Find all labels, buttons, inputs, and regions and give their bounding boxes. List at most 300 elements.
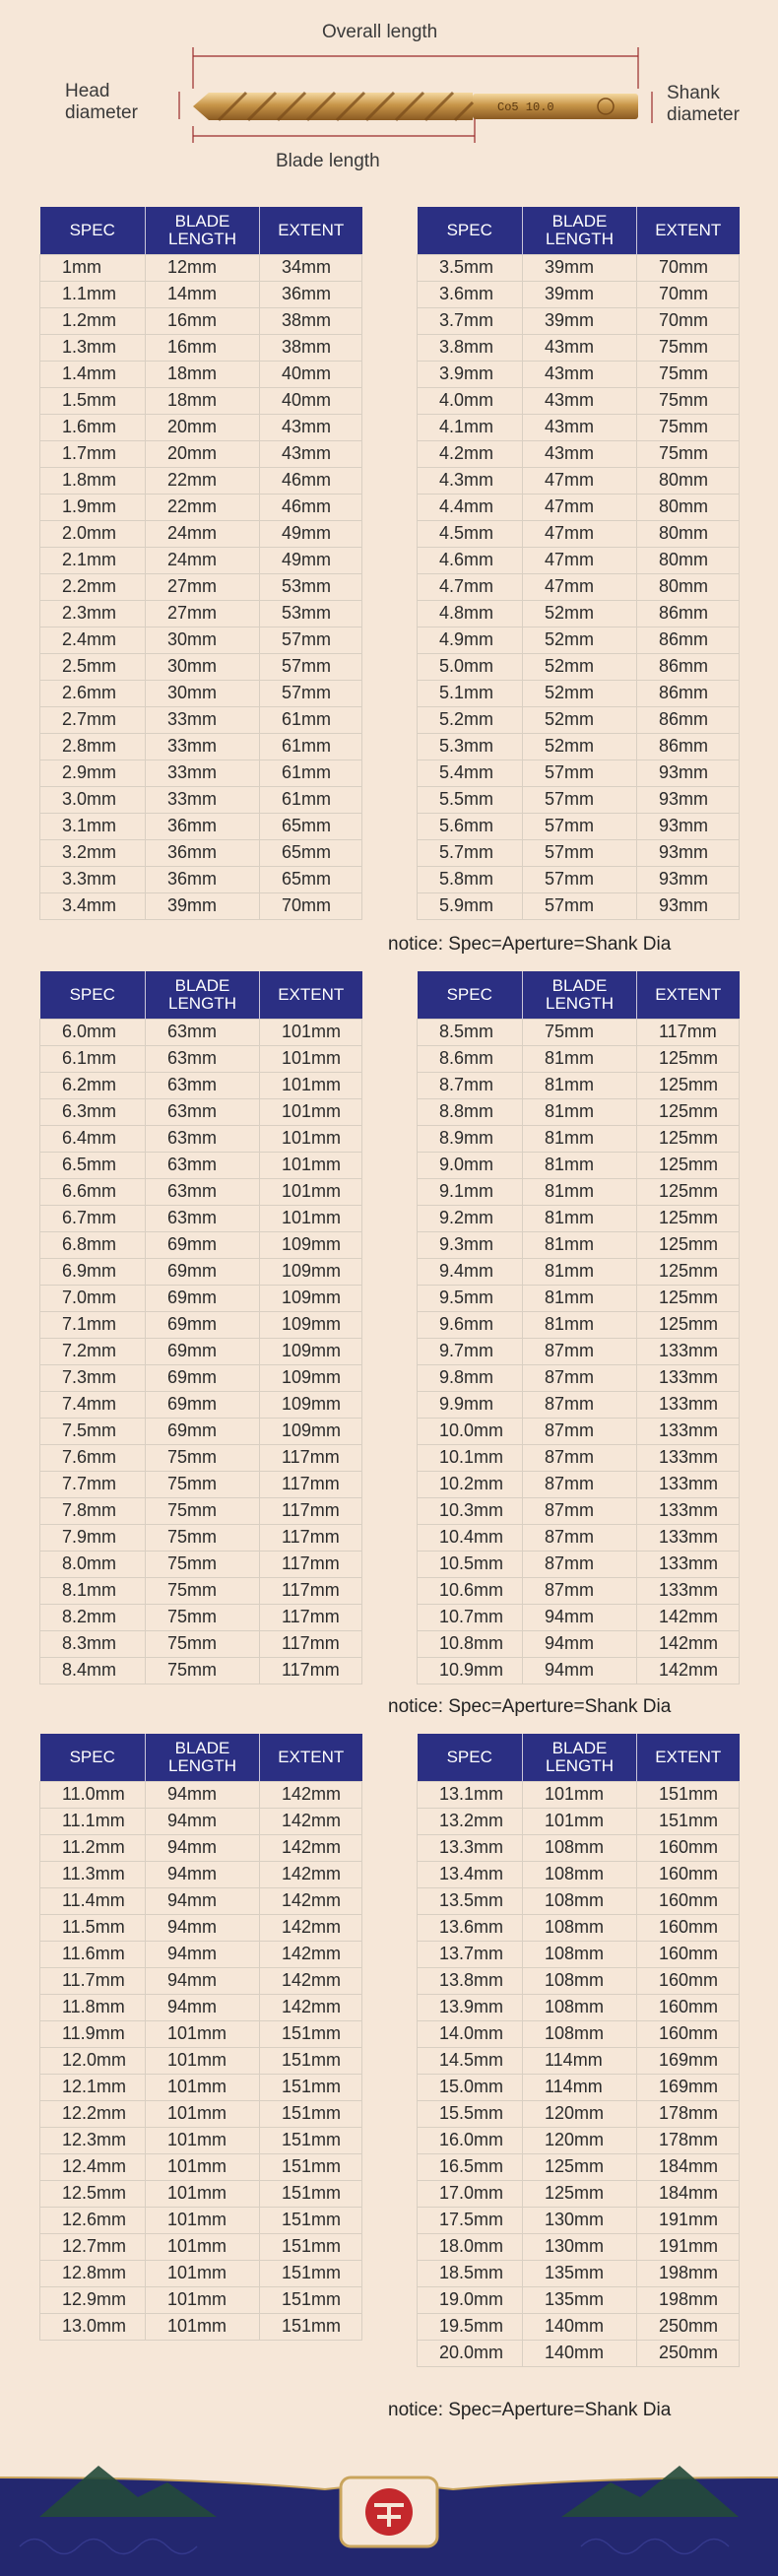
table-row	[418, 1285, 740, 1311]
table-row	[418, 733, 740, 760]
cell-spec: 3.3mm	[40, 866, 146, 892]
cell-extent: 109mm	[260, 1231, 362, 1258]
cell-extent: 125mm	[637, 1098, 740, 1125]
table-row	[418, 2047, 740, 2074]
table-row	[418, 866, 740, 892]
header-spec: SPEC	[418, 207, 523, 254]
cell-spec: 7.0mm	[40, 1285, 146, 1311]
cell-extent: 101mm	[260, 1205, 362, 1231]
cell-extent: 151mm	[260, 2180, 362, 2207]
cell-spec: 10.3mm	[418, 1497, 523, 1524]
cell-extent: 80mm	[637, 547, 740, 573]
cell-extent: 70mm	[637, 281, 740, 307]
cell-blade-length: 94mm	[146, 1887, 260, 1914]
cell-spec: 8.5mm	[418, 1019, 523, 1045]
table-row	[40, 1834, 362, 1861]
table-header-row	[40, 971, 362, 1019]
cell-blade-length: 101mm	[523, 1808, 637, 1834]
cell-blade-length: 69mm	[146, 1285, 260, 1311]
cell-spec: 9.7mm	[418, 1338, 523, 1364]
table-row	[418, 334, 740, 361]
header-spec: SPEC	[418, 1734, 523, 1781]
cell-blade-length: 43mm	[523, 414, 637, 440]
cell-extent: 80mm	[637, 520, 740, 547]
notice-text-1: notice: Spec=Aperture=Shank Dia	[388, 934, 672, 955]
cell-spec: 17.0mm	[418, 2180, 523, 2207]
cell-spec: 11.5mm	[40, 1914, 146, 1941]
cell-extent: 109mm	[260, 1338, 362, 1364]
table-header-row	[40, 207, 362, 254]
cell-blade-length: 36mm	[146, 866, 260, 892]
cell-extent: 125mm	[637, 1045, 740, 1072]
table-block-2	[417, 207, 740, 920]
cell-spec: 4.5mm	[418, 520, 523, 547]
table-row	[40, 1808, 362, 1834]
overall-length-label: Overall length	[322, 22, 438, 42]
cell-blade-length: 87mm	[523, 1471, 637, 1497]
cell-spec: 11.6mm	[40, 1941, 146, 1967]
cell-blade-length: 33mm	[146, 760, 260, 786]
table-row	[418, 892, 740, 919]
cell-spec: 13.8mm	[418, 1967, 523, 1994]
table-row	[418, 1914, 740, 1941]
table-row	[418, 2100, 740, 2127]
cell-spec: 10.4mm	[418, 1524, 523, 1551]
table-row	[418, 760, 740, 786]
cell-blade-length: 81mm	[523, 1311, 637, 1338]
cell-extent: 198mm	[637, 2260, 740, 2286]
table-row	[40, 1045, 362, 1072]
cell-spec: 5.8mm	[418, 866, 523, 892]
cell-blade-length: 39mm	[523, 307, 637, 334]
cell-spec: 8.2mm	[40, 1604, 146, 1630]
cell-blade-length: 75mm	[146, 1630, 260, 1657]
cell-extent: 117mm	[260, 1577, 362, 1604]
table-row	[40, 1497, 362, 1524]
cell-extent: 117mm	[260, 1604, 362, 1630]
table-row	[40, 2047, 362, 2074]
cell-spec: 2.7mm	[40, 706, 146, 733]
table-row	[40, 414, 362, 440]
cell-extent: 151mm	[260, 2233, 362, 2260]
table-row	[418, 1834, 740, 1861]
cell-extent: 142mm	[637, 1657, 740, 1684]
table-row	[40, 2207, 362, 2233]
cell-extent: 93mm	[637, 760, 740, 786]
cell-blade-length: 52mm	[523, 680, 637, 706]
table-row	[418, 2153, 740, 2180]
cell-blade-length: 94mm	[146, 1994, 260, 2020]
cell-spec: 19.5mm	[418, 2313, 523, 2340]
table-row	[418, 1231, 740, 1258]
cell-extent: 191mm	[637, 2207, 740, 2233]
table-row	[418, 1418, 740, 1444]
cell-blade-length: 87mm	[523, 1391, 637, 1418]
cell-extent: 40mm	[260, 361, 362, 387]
table-row	[418, 1072, 740, 1098]
cell-blade-length: 81mm	[523, 1045, 637, 1072]
cell-spec: 6.3mm	[40, 1098, 146, 1125]
cell-blade-length: 57mm	[523, 892, 637, 919]
table-row	[418, 1471, 740, 1497]
cell-extent: 117mm	[260, 1630, 362, 1657]
table-row	[40, 733, 362, 760]
table-header-row	[418, 207, 740, 254]
cell-extent: 133mm	[637, 1524, 740, 1551]
cell-spec: 1.3mm	[40, 334, 146, 361]
cell-spec: 1.2mm	[40, 307, 146, 334]
cell-blade-length: 94mm	[523, 1604, 637, 1630]
cell-spec: 7.4mm	[40, 1391, 146, 1418]
cell-blade-length: 81mm	[523, 1231, 637, 1258]
cell-spec: 1.5mm	[40, 387, 146, 414]
cell-blade-length: 81mm	[523, 1258, 637, 1285]
table-row	[40, 573, 362, 600]
table-row	[40, 653, 362, 680]
cell-extent: 75mm	[637, 387, 740, 414]
table-row	[418, 653, 740, 680]
cell-blade-length: 18mm	[146, 387, 260, 414]
cell-extent: 70mm	[637, 254, 740, 281]
cell-extent: 93mm	[637, 813, 740, 839]
cell-spec: 15.5mm	[418, 2100, 523, 2127]
table-row	[40, 520, 362, 547]
cell-spec: 17.5mm	[418, 2207, 523, 2233]
decorative-footer	[0, 2438, 778, 2576]
cell-spec: 3.1mm	[40, 813, 146, 839]
cell-extent: 101mm	[260, 1098, 362, 1125]
cell-spec: 15.0mm	[418, 2074, 523, 2100]
table-row	[418, 1098, 740, 1125]
cell-blade-length: 57mm	[523, 813, 637, 839]
cell-spec: 3.6mm	[418, 281, 523, 307]
table-row	[418, 467, 740, 494]
table-row	[40, 680, 362, 706]
cell-spec: 2.3mm	[40, 600, 146, 627]
table-row	[418, 1604, 740, 1630]
cell-blade-length: 101mm	[146, 2207, 260, 2233]
cell-extent: 160mm	[637, 1994, 740, 2020]
cell-extent: 184mm	[637, 2180, 740, 2207]
cell-spec: 10.9mm	[418, 1657, 523, 1684]
table-row	[418, 547, 740, 573]
cell-blade-length: 120mm	[523, 2127, 637, 2153]
cell-extent: 169mm	[637, 2074, 740, 2100]
cell-spec: 5.5mm	[418, 786, 523, 813]
cell-spec: 6.0mm	[40, 1019, 146, 1045]
cell-extent: 101mm	[260, 1152, 362, 1178]
notice-text-2: notice: Spec=Aperture=Shank Dia	[388, 1696, 672, 1717]
table-row	[40, 1444, 362, 1471]
cell-blade-length: 81mm	[523, 1072, 637, 1098]
table-row	[418, 1444, 740, 1471]
header-spec: SPEC	[418, 971, 523, 1019]
cell-spec: 10.5mm	[418, 1551, 523, 1577]
cell-extent: 250mm	[637, 2340, 740, 2366]
cell-extent: 117mm	[260, 1524, 362, 1551]
header-blade-length: BLADE LENGTH	[146, 207, 260, 254]
table-row	[40, 2233, 362, 2260]
cell-blade-length: 135mm	[523, 2286, 637, 2313]
table-row	[40, 1861, 362, 1887]
cell-spec: 12.9mm	[40, 2286, 146, 2313]
cell-blade-length: 87mm	[523, 1497, 637, 1524]
cell-blade-length: 33mm	[146, 733, 260, 760]
cell-spec: 10.1mm	[418, 1444, 523, 1471]
cell-extent: 160mm	[637, 2020, 740, 2047]
cell-extent: 198mm	[637, 2286, 740, 2313]
header-extent: EXTENT	[637, 971, 740, 1019]
cell-blade-length: 108mm	[523, 1834, 637, 1861]
cell-spec: 9.6mm	[418, 1311, 523, 1338]
cell-spec: 4.0mm	[418, 387, 523, 414]
cell-blade-length: 16mm	[146, 307, 260, 334]
table-row	[418, 2260, 740, 2286]
cell-spec: 7.2mm	[40, 1338, 146, 1364]
table-row	[418, 2180, 740, 2207]
cell-blade-length: 130mm	[523, 2233, 637, 2260]
cell-extent: 184mm	[637, 2153, 740, 2180]
cell-extent: 160mm	[637, 1834, 740, 1861]
table-row	[418, 706, 740, 733]
table-row	[40, 2180, 362, 2207]
table-row	[40, 813, 362, 839]
cell-extent: 109mm	[260, 1364, 362, 1391]
table-row	[418, 627, 740, 653]
cell-spec: 2.1mm	[40, 547, 146, 573]
table-row	[40, 334, 362, 361]
cell-extent: 93mm	[637, 866, 740, 892]
table-row	[40, 387, 362, 414]
table-row	[40, 1019, 362, 1045]
cell-extent: 142mm	[260, 1941, 362, 1967]
cell-extent: 151mm	[260, 2260, 362, 2286]
cell-spec: 12.3mm	[40, 2127, 146, 2153]
cell-spec: 13.6mm	[418, 1914, 523, 1941]
cell-spec: 13.9mm	[418, 1994, 523, 2020]
cell-spec: 2.6mm	[40, 680, 146, 706]
cell-blade-length: 36mm	[146, 813, 260, 839]
cell-blade-length: 94mm	[146, 1808, 260, 1834]
cell-extent: 86mm	[637, 653, 740, 680]
cell-spec: 4.7mm	[418, 573, 523, 600]
table-row	[418, 494, 740, 520]
cell-extent: 57mm	[260, 653, 362, 680]
cell-spec: 12.8mm	[40, 2260, 146, 2286]
table-row	[40, 254, 362, 281]
cell-blade-length: 94mm	[146, 1781, 260, 1808]
cell-spec: 1.4mm	[40, 361, 146, 387]
table-row	[418, 1311, 740, 1338]
cell-spec: 6.9mm	[40, 1258, 146, 1285]
cell-extent: 80mm	[637, 573, 740, 600]
cell-spec: 9.1mm	[418, 1178, 523, 1205]
cell-extent: 49mm	[260, 520, 362, 547]
cell-spec: 1.1mm	[40, 281, 146, 307]
header-extent: EXTENT	[260, 207, 362, 254]
table-row	[40, 1551, 362, 1577]
cell-spec: 1.9mm	[40, 494, 146, 520]
cell-spec: 1.6mm	[40, 414, 146, 440]
table-row	[40, 1072, 362, 1098]
cell-blade-length: 69mm	[146, 1258, 260, 1285]
cell-blade-length: 57mm	[523, 786, 637, 813]
cell-extent: 65mm	[260, 839, 362, 866]
blade-length-label: Blade length	[276, 151, 380, 171]
table-row	[40, 1098, 362, 1125]
cell-blade-length: 75mm	[146, 1551, 260, 1577]
table-row	[40, 1887, 362, 1914]
cell-blade-length: 101mm	[146, 2074, 260, 2100]
header-extent: EXTENT	[637, 1734, 740, 1781]
cell-blade-length: 94mm	[146, 1914, 260, 1941]
cell-blade-length: 101mm	[146, 2100, 260, 2127]
table-row	[40, 1258, 362, 1285]
table-row	[418, 1391, 740, 1418]
table-row	[40, 1418, 362, 1444]
cell-extent: 151mm	[637, 1808, 740, 1834]
cell-extent: 151mm	[260, 2207, 362, 2233]
cell-spec: 7.5mm	[40, 1418, 146, 1444]
cell-extent: 142mm	[260, 1808, 362, 1834]
table-row	[40, 1205, 362, 1231]
table-row	[418, 1781, 740, 1808]
cell-extent: 142mm	[260, 1887, 362, 1914]
table-row	[418, 1657, 740, 1684]
cell-blade-length: 140mm	[523, 2313, 637, 2340]
cell-blade-length: 27mm	[146, 600, 260, 627]
cell-extent: 101mm	[260, 1178, 362, 1205]
table-row	[40, 2313, 362, 2340]
cell-blade-length: 24mm	[146, 520, 260, 547]
cell-extent: 53mm	[260, 573, 362, 600]
cell-extent: 125mm	[637, 1178, 740, 1205]
cell-extent: 160mm	[637, 1887, 740, 1914]
cell-blade-length: 101mm	[146, 2127, 260, 2153]
cell-spec: 10.2mm	[418, 1471, 523, 1497]
cell-extent: 151mm	[260, 2020, 362, 2047]
table-row	[418, 254, 740, 281]
cell-extent: 142mm	[637, 1604, 740, 1630]
cell-extent: 151mm	[260, 2047, 362, 2074]
cell-blade-length: 52mm	[523, 706, 637, 733]
cell-spec: 6.5mm	[40, 1152, 146, 1178]
table-row	[40, 2153, 362, 2180]
cell-spec: 8.9mm	[418, 1125, 523, 1152]
cell-blade-length: 36mm	[146, 839, 260, 866]
cell-spec: 2.9mm	[40, 760, 146, 786]
header-extent: EXTENT	[260, 971, 362, 1019]
table-row	[40, 2286, 362, 2313]
table-row	[40, 547, 362, 573]
notice-text-3: notice: Spec=Aperture=Shank Dia	[388, 2400, 672, 2420]
cell-spec: 8.3mm	[40, 1630, 146, 1657]
cell-spec: 5.6mm	[418, 813, 523, 839]
cell-spec: 10.6mm	[418, 1577, 523, 1604]
footer-ornament	[0, 2438, 778, 2576]
table-row	[40, 494, 362, 520]
cell-blade-length: 69mm	[146, 1311, 260, 1338]
cell-blade-length: 81mm	[523, 1125, 637, 1152]
cell-extent: 133mm	[637, 1444, 740, 1471]
table-row	[418, 1630, 740, 1657]
cell-extent: 101mm	[260, 1045, 362, 1072]
table-row	[40, 839, 362, 866]
cell-blade-length: 94mm	[146, 1861, 260, 1887]
cell-blade-length: 63mm	[146, 1045, 260, 1072]
table-row	[40, 2020, 362, 2047]
table-row	[40, 2074, 362, 2100]
cell-blade-length: 30mm	[146, 680, 260, 706]
table-row	[40, 467, 362, 494]
table-row	[418, 1941, 740, 1967]
cell-blade-length: 81mm	[523, 1152, 637, 1178]
cell-spec: 8.7mm	[418, 1072, 523, 1098]
cell-spec: 4.8mm	[418, 600, 523, 627]
spec-table	[39, 971, 362, 1684]
cell-extent: 34mm	[260, 254, 362, 281]
table-header-row	[418, 971, 740, 1019]
cell-extent: 109mm	[260, 1285, 362, 1311]
table-row	[418, 361, 740, 387]
cell-spec: 4.4mm	[418, 494, 523, 520]
cell-spec: 12.5mm	[40, 2180, 146, 2207]
table-row	[40, 1231, 362, 1258]
cell-blade-length: 12mm	[146, 254, 260, 281]
cell-blade-length: 87mm	[523, 1444, 637, 1471]
table-row	[418, 1861, 740, 1887]
table-row	[40, 1285, 362, 1311]
table-row	[418, 520, 740, 547]
cell-extent: 86mm	[637, 627, 740, 653]
cell-blade-length: 63mm	[146, 1019, 260, 1045]
cell-spec: 14.0mm	[418, 2020, 523, 2047]
header-extent: EXTENT	[637, 207, 740, 254]
cell-extent: 53mm	[260, 600, 362, 627]
cell-spec: 9.4mm	[418, 1258, 523, 1285]
cell-spec: 7.3mm	[40, 1364, 146, 1391]
cell-extent: 38mm	[260, 334, 362, 361]
cell-blade-length: 114mm	[523, 2074, 637, 2100]
cell-spec: 13.7mm	[418, 1941, 523, 1967]
header-spec: SPEC	[40, 971, 146, 1019]
cell-blade-length: 94mm	[523, 1657, 637, 1684]
cell-spec: 6.1mm	[40, 1045, 146, 1072]
cell-extent: 133mm	[637, 1391, 740, 1418]
table-row	[418, 387, 740, 414]
cell-blade-length: 101mm	[146, 2180, 260, 2207]
table-header-row	[418, 1734, 740, 1781]
table-block-6	[417, 1734, 740, 2367]
cell-spec: 7.9mm	[40, 1524, 146, 1551]
cell-extent: 101mm	[260, 1125, 362, 1152]
cell-extent: 86mm	[637, 600, 740, 627]
cell-blade-length: 94mm	[146, 1834, 260, 1861]
table-row	[40, 627, 362, 653]
cell-spec: 11.2mm	[40, 1834, 146, 1861]
cell-blade-length: 43mm	[523, 440, 637, 467]
cell-spec: 11.4mm	[40, 1887, 146, 1914]
table-row	[40, 1994, 362, 2020]
cell-spec: 5.0mm	[418, 653, 523, 680]
table-block-3	[39, 971, 362, 1684]
shank-diameter-label: Shank diameter	[667, 83, 740, 125]
cell-extent: 160mm	[637, 1941, 740, 1967]
cell-extent: 57mm	[260, 627, 362, 653]
cell-spec: 3.5mm	[418, 254, 523, 281]
cell-spec: 12.1mm	[40, 2074, 146, 2100]
table-row	[40, 440, 362, 467]
